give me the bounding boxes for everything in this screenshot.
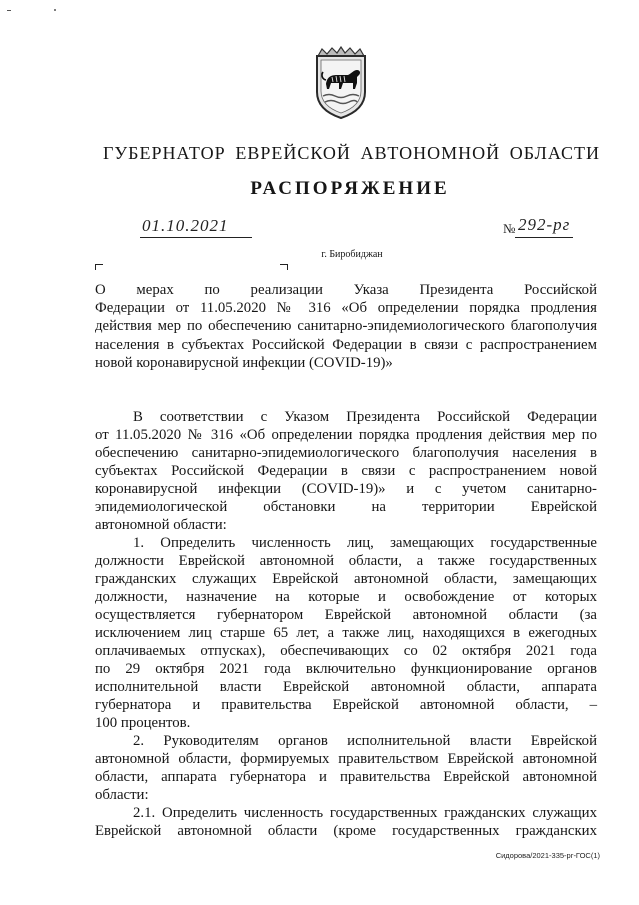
body-line: исключением лиц старше 65 лет, а также лиц, находящихся в ежегодных [95, 625, 597, 641]
body-line: эпидемиологической обстановки на территории Еврейской [95, 499, 597, 515]
date-underline [140, 237, 252, 238]
scan-mark-dash [7, 10, 11, 11]
document-subject-title [95, 281, 597, 372]
body-line: Еврейской автономной области (кроме государственных гражданских [95, 823, 597, 839]
body-paragraph [95, 804, 597, 840]
body-line: 2. Руководителям органов исполнительной власти Еврейской [133, 733, 597, 749]
body-line: автономной области: [95, 517, 227, 533]
subject-title-line: Федерации от 11.05.2020 № 316 «Об определении порядка продления [95, 300, 597, 317]
body-line: должности Еврейской автономной области, а также государственных [95, 553, 597, 569]
body-line: В соответствии с Указом Президента Российской Федерации [133, 409, 597, 425]
body-line: губернатора и правительства Еврейской автономной области, – [95, 697, 597, 713]
body-line: 1. Определить численность лиц, замещающих государственные [133, 535, 597, 551]
body-line: оплачиваемых отпусках), обеспечивающих со 02 октября 2021 года [95, 643, 597, 659]
body-line: по 29 октября 2021 года включительно функционирование органов [95, 661, 597, 677]
scan-mark-dot [54, 9, 56, 11]
footer-reference: Сидорова/2021-335-рг-ГОС(1) [495, 851, 600, 860]
body-paragraph [95, 732, 597, 804]
issue-city: г. Биробиджан [321, 249, 383, 260]
body-line: коронавирусной инфекции (COVID-19)» и с учетом санитарно- [95, 481, 597, 497]
body-paragraph [95, 408, 597, 534]
issuing-authority-title: ГУБЕРНАТОР ЕВРЕЙСКОЙ АВТОНОМНОЙ ОБЛАСТИ [103, 143, 600, 163]
subject-title-line: новой коронавирусной инфекции (COVID-19)» [95, 354, 393, 371]
body-line: от 11.05.2020 № 316 «Об определении порядка продления действия мер по [95, 427, 597, 443]
title-corner-mark-left [95, 264, 103, 270]
coat-of-arms-emblem [312, 46, 370, 120]
title-corner-mark-right [280, 264, 288, 270]
number-underline [515, 237, 573, 238]
subject-title-line: действия мер по обеспечению санитарно-эпидемиологического благополучия [95, 318, 597, 335]
body-line: гражданских служащих Еврейской автономной области, замещающих [95, 571, 597, 587]
body-line: субъектах Российской Федерации в связи с распространением новой [95, 463, 597, 479]
body-line: осуществляется губернатором Еврейской автономной области (за [95, 607, 597, 623]
subject-title-line: населения в субъектах Российской Федерации в связи с распространением [95, 336, 597, 353]
subject-title-line: О мерах по реализации Указа Президента Российской [95, 282, 597, 298]
body-line: 2.1. Определить численность государственных гражданских служащих [133, 805, 597, 821]
document-number: 292-рг [518, 215, 571, 234]
body-line: области, аппарата губернатора и правительства Еврейской автономной [95, 769, 597, 785]
body-line: автономной области, формируемых правительством Еврейской автономной [95, 751, 597, 767]
body-line: обеспечению санитарно-эпидемиологического благополучия населения в [95, 445, 597, 461]
body-line: 100 процентов. [95, 715, 191, 731]
number-sign: № [503, 221, 516, 236]
body-line: области: [95, 787, 149, 803]
body-paragraph [95, 534, 597, 732]
body-line: исполнительной власти Еврейской автономной области, аппарата [95, 679, 597, 695]
document-type-heading: РАСПОРЯЖЕНИЕ [250, 178, 450, 199]
body-line: должности, назначение на которые и освобождение от которых [95, 589, 597, 605]
document-body [95, 408, 597, 840]
document-date: 01.10.2021 [142, 216, 229, 235]
